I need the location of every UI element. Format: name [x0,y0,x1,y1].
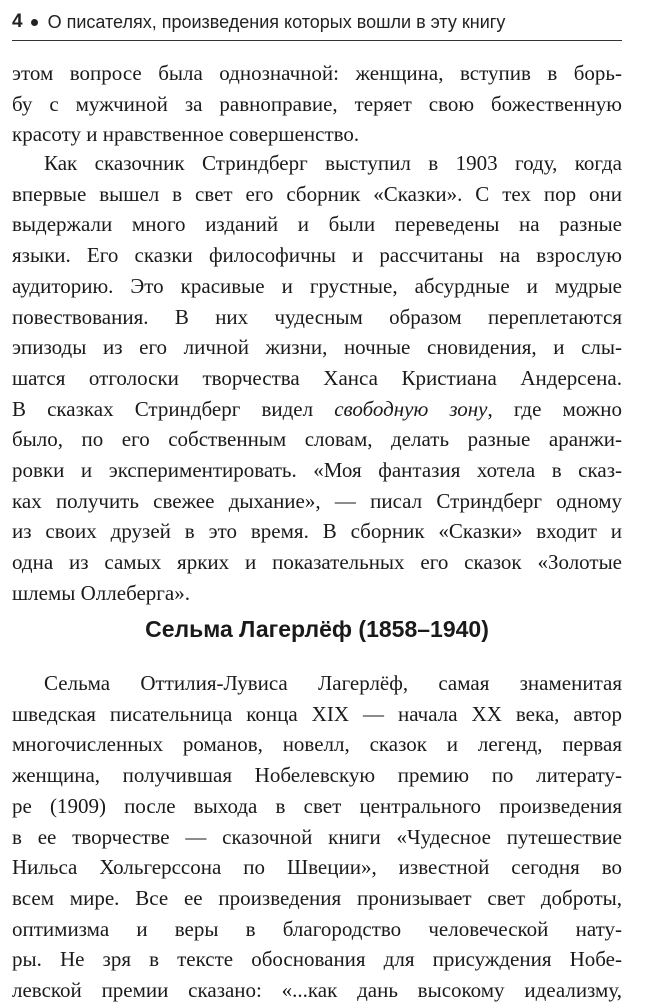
text-line: повествования. В них чудесным образом переплетаются [12,304,622,329]
text-line: в ее творчестве — сказочной книги «Чудесное путешествие [12,824,622,849]
text-line: выдержали много изданий и были переведены на разные [12,212,622,237]
text-line: красоту и нравственное совершенство. [12,122,360,147]
text-line: впервые вышел в свет его сборник «Сказки». С тех пор они [12,181,622,206]
header-rule [12,40,622,41]
text-segment: , где можно [487,396,623,421]
text-line: Сельма Оттилия-Лувиса Лагерлёф, самая знаменитая [44,671,622,695]
text-line: левской премии сказано: «...как дань высокому идеализму, [12,978,622,1003]
paragraph-strindberg [12,148,622,609]
italic-phrase: свободную зону [334,396,488,421]
text-line: эпизоды из его личной жизни, ночные сновидения, и слы- [12,335,622,360]
text-line: было, по его собственным словам, делать разные аранжи- [12,427,622,452]
paragraph-lagerlof [12,668,622,1006]
text-line: бу с мужчиной за равноправие, теряет свою божественную [12,91,622,116]
text-line: аудиторию. Это красивые и грустные, абсурдные и мудрые [12,273,622,298]
section-heading: Сельма Лагерлёф (1858–1940) [145,616,489,642]
text-line: оптимизма и веры в благородство человеческой нату- [12,916,622,941]
text-line: из своих друзей в это время. В сборник «Сказки» входит и [12,519,622,544]
text-line: этом вопросе была однозначной: женщина, вступив в борь- [12,61,622,85]
running-header [12,6,622,38]
text-line: шатся отголоски творчества Ханса Кристиана Андерсена. [12,365,622,390]
paragraph-continuation [12,58,622,150]
text-line: языки. Его сказки философичны и рассчитаны на взрослую [12,243,622,268]
text-line: всем мире. Все ее произведения пронизывает свет доброты, [12,885,622,910]
page-number: 4 [12,11,23,32]
text-line: многочисленных романов, новелл, сказок и легенд, первая [12,732,622,757]
text-line: ках получить свежее дыхание», — писал Стриндберг одному [12,488,622,513]
text-line: Как сказочник Стриндберг выступил в 1903 году, когда [44,151,622,175]
text-line [12,394,622,425]
text-line: Нильса Хольгерссона по Швеции», известной сегодня во [12,855,622,880]
text-line: шлемы Оллеберга». [12,580,190,605]
text-segment: В сказках Стриндберг видел [12,396,335,421]
text-line: ре (1909) после выхода в свет центрального произведения [12,793,622,818]
text-line: шведская писательница конца XIX — начала XX века, автор [12,701,622,726]
text-line: женщина, получившая Нобелевскую премию по литерату- [12,763,622,788]
bullet-dot-icon [31,19,38,26]
text-line: ровки и экспериментировать. «Моя фантазия хотела в сказ- [12,458,622,483]
text-line: одна из самых ярких и показательных его сказок «Золотые [12,550,622,575]
running-title: О писателях, произведения которых вошли в эту книгу [47,11,506,32]
text-line: ры. Не зря в тексте обоснования для присуждения Нобе- [12,947,622,972]
